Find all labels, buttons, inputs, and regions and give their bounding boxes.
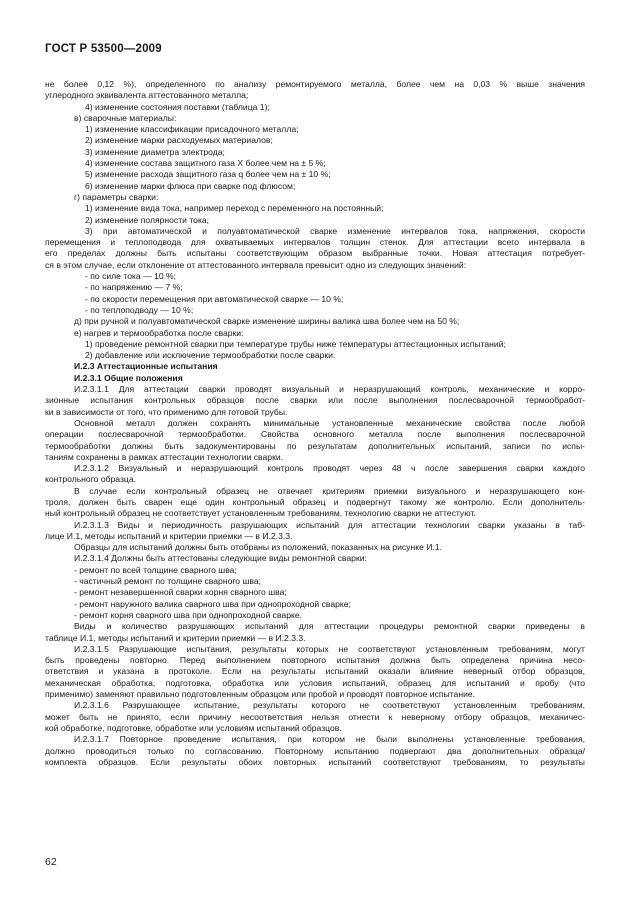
text-line: комплекта образцов. Если результаты обоих повторных испытаний соответствуют требованиям, то результаты [45,756,585,767]
text-line: углеродного эквивалента аттестованного металла; [45,90,249,101]
text-line: И.2.3.1.7 Повторное проведение испытания, при котором не были выполнены установленные требования, [74,734,585,745]
text-line: В случае если контрольный образец не отвечает критериям приемки визуального и неразрушающего кон- [74,485,585,496]
text-line: И.2.3.1.5 Разрушающие испытания, результаты которых не соответствуют установленным требованиям, могут [74,643,585,654]
text-line: И.2.3.1.6 Разрушающее испытание, результаты которого не соответствуют установленным требованиям, [74,700,585,711]
text-line: И.2.3.1.1 Для аттестации сварки проводят визуальный и неразрушающий контроль, механические и корро- [74,384,585,395]
text-line: 4) изменение состава защитного газа X более чем на ± 5 %; [85,158,326,169]
text-line: И.2.3.1 Общие положения [74,372,183,383]
text-line: таниям сохранены в рамках аттестации технологии сварки. [45,451,284,462]
text-line: И.2.3.1.3 Виды и периодичность разрушающих испытаний для аттестации технологии сварки указаны в таб- [74,519,585,530]
text-line: механическая обработка, подготовка, обработка или условия испытаний, образец для испытаний и пробу (что [45,677,585,688]
text-line: 5) изменение расхода защитного газа q более чем на ± 10 %; [85,169,331,180]
text-line: может быть не принято, если причину несоответствия нельзя отнести к неверному отбору образцов, механичес- [45,711,585,722]
text-line: 1) изменение классификации присадочного металла; [85,124,299,135]
text-line: применимо) заменяют правильно подготовленным образцом или пробой и проводят повторное испытание. [45,689,476,700]
text-line: Образцы для испытаний должны быть отобраны из положений, показанных на рисунке И.1. [74,542,442,553]
text-line: контрольного образца. [45,474,137,485]
text-line: лице И.1, методы испытаний и критерии приемки — в И.2.3.3. [45,530,293,541]
text-line: Основной металл должен сохранять минимальные установленные механические свойства после любой [74,417,585,428]
text-line: е) нагрев и термообработка после сварки: [74,327,244,338]
text-line: быть проведены повторно. Перед выполнением повторного испытания должна быть определена причина несо- [45,655,585,666]
page-number: 62 [45,856,57,868]
text-line: не более 0,12 %), определенного по анализу ремонтируемого металла, более чем на 0,03 % выше значения [45,79,585,89]
text-line: - по силе тока — 10 %; [85,271,177,282]
text-line: его пределах должны быть испытаны соответствующим образом выбранные точки. Новая аттестация потребует- [45,248,585,259]
text-line: Виды и количество разрушающих испытаний для аттестации процедуры ремонтной сварки приведены в [74,621,585,632]
text-line: троля, должен быть сварен еще один контрольный образец и подвергнут такому же контролю. Если дополнитель- [45,496,585,507]
text-line: ся в этом случае, если отклонение от аттестованного интервала превысит одно из следующих значений: [45,259,467,270]
text-line: перемещения и теплоподвода для охватываемых интервалов толщин стенок. Для аттестации всего интервала в [45,237,585,248]
text-line: 2) изменение полярности тока; [85,214,210,225]
text-line: 1) изменение вида тока, например переход с переменного на постоянный; [85,203,384,214]
text-line: термообработки должны быть задокументированы по результатам дополнительных испытаний, записи по испы- [45,440,585,451]
text-line: - по напряжению — 7 %; [85,282,183,293]
text-line: - по теплоподводу — 10 %; [85,304,194,315]
text-line: - ремонт незавершенной сварки корня сварного шва; [74,587,287,598]
text-line: зионные испытания контрольных образцов после сварки или после выполнения послесварочной термообработ- [45,395,585,406]
document-header: ГОСТ Р 53500—2009 [45,43,162,55]
text-line: таблице И.1, методы испытаний и критерии приемки — в И.2.3.3. [45,632,306,643]
text-line: - частичный ремонт по толщине сварного шва; [74,576,261,587]
text-line: ный контрольный образец не соответствует установленным требованиям, технологию сварки не аттестуют. [45,508,476,519]
text-line: г) параметры сварки: [74,191,159,202]
text-line: должно проводиться только по согласованию. Повторному испытанию подвергают два дополнительных образца/ [45,745,585,756]
text-line: - ремонт корня сварного шва при однопроходной сварке. [74,609,302,620]
text-line: 2) изменение марки расходуемых материалов; [85,135,273,146]
text-line: 3) изменение диаметра электрода; [85,146,225,157]
text-line: кой обработке, подготовке, обработке или условиям испытаний образцов. [45,722,342,733]
text-line: И.2.3 Аттестационные испытания [74,361,218,372]
text-line: - ремонт наружного валика сварного шва при однопроходной сварке; [74,598,351,609]
text-line: операции послесварочной термообработки. Свойства основного металла после выполнения послесварочной [45,429,585,440]
text-line: И.2.3.1.2 Визуальный и неразрушающий контроль проводят через 48 ч после завершения сварки каждого [74,463,585,474]
text-line: 4) изменение состояния поставки (таблица 1); [85,101,270,112]
text-line: д) при ручной и полуавтоматической сварке изменение ширины валика шва более чем на 50 %; [74,316,460,327]
text-line: 6) изменение марки флюса при сварке под флюсом; [85,180,296,191]
text-line: ки в зависимости от того, что применимо для готовой трубы. [45,406,288,417]
document-body [45,79,585,768]
text-line: - ремонт по всей толщине сварного шва; [74,564,237,575]
text-line: - по скорости перемещения при автоматической сварке — 10 %; [85,293,344,304]
text-line: 2) добавление или исключение термообработки после сварки. [85,350,336,361]
text-line: И.2.3.1.4 Должны быть аттестованы следующие виды ремонтной сварки: [74,553,367,564]
text-line: 3) при автоматической и полуавтоматической сварке изменение интервалов тока, напряжения, скорости [85,225,585,236]
text-line: 1) проведение ремонтной сварки при температуре трубы ниже температуры аттестационных испытаний; [85,338,506,349]
text-line: в) сварочные материалы: [74,112,177,123]
text-line: ответствия и указана в протоколе. Если на результаты испытаний оказали влияние неверный отбор образцов, [45,666,585,677]
